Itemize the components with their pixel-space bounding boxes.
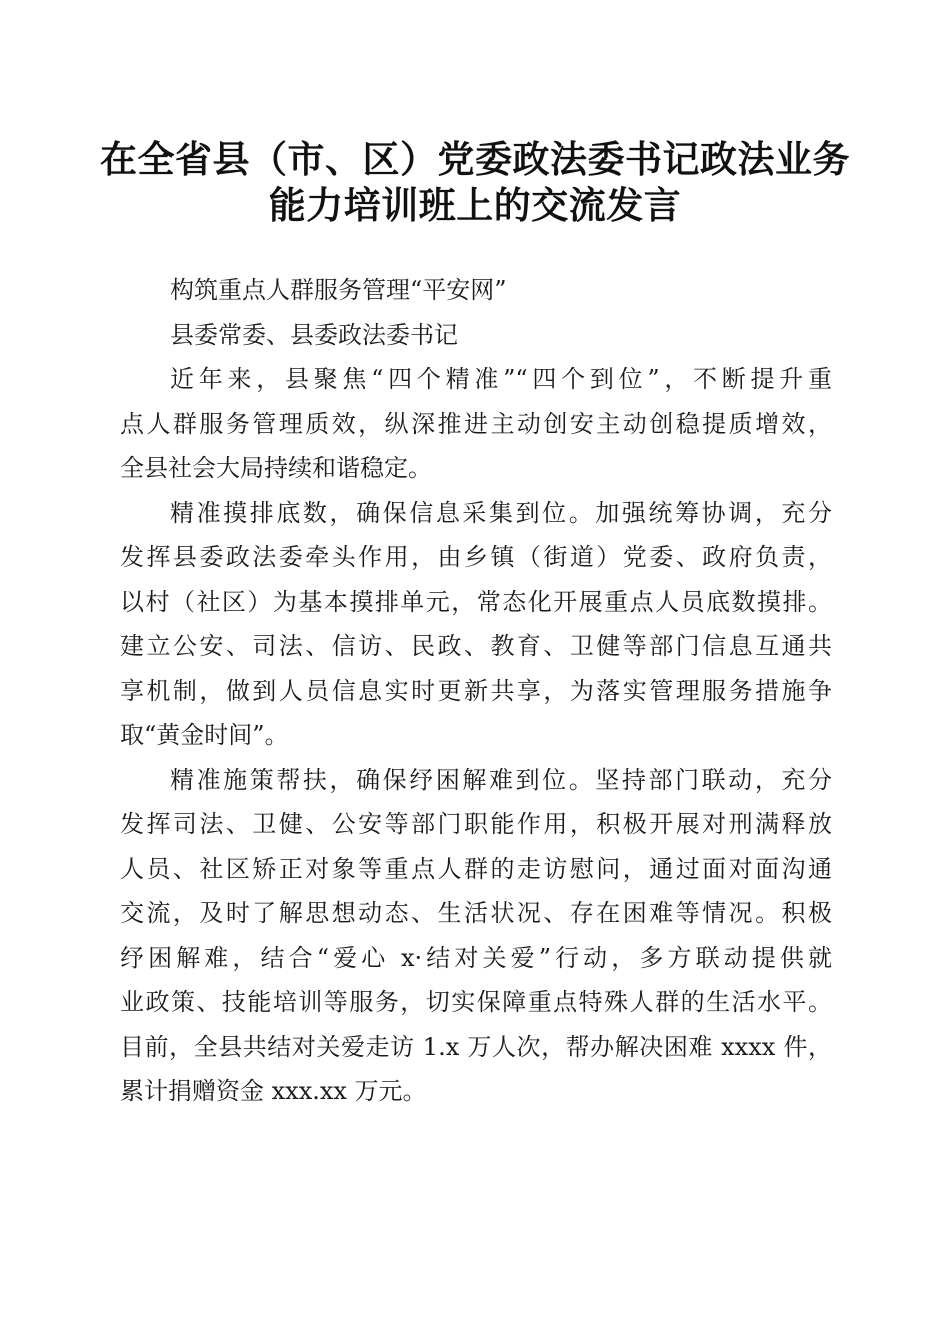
paragraph — [120, 758, 832, 1114]
paragraph-line: 纾困解难，结合“爱心 x·结对关爱”行动，多方联动提供就 — [120, 943, 832, 972]
paragraph-line: 近年来，县聚焦“四个精准”“四个到位”，不断提升重 — [170, 365, 832, 393]
title-line-1: 在全省县（市、区）党委政法委书记政法业务 — [100, 137, 850, 181]
paragraph — [120, 357, 832, 491]
paragraph-line: 发挥司法、卫健、公安等部门职能作用，积极开展对刑满释放 — [120, 810, 832, 838]
paragraph-line: 精准摸排底数，确保信息采集到位。加强统筹协调，充分 — [170, 498, 832, 527]
paragraph-line: 累计捐赠资金 xxx.xx 万元。 — [120, 1077, 427, 1105]
paragraph-line: 全县社会大局持续和谐稳定。 — [120, 454, 432, 482]
paragraph-line: 取“黄金时间”。 — [120, 721, 289, 749]
paragraph-line: 以村（社区）为基本摸排单元，常态化开展重点人员底数摸排。 — [120, 587, 832, 616]
paragraph-line: 业政策、技能培训等服务，切实保障重点特殊人群的生活水平。 — [120, 988, 832, 1016]
paragraph-line: 交流，及时了解思想动态、生活状况、存在困难等情况。积极 — [120, 899, 832, 927]
document-body — [120, 268, 832, 1114]
document-title — [0, 136, 950, 228]
title-line-2: 能力培训班上的交流发言 — [268, 183, 682, 227]
paragraph-line: 建立公安、司法、信访、民政、教育、卫健等部门信息互通共 — [120, 632, 832, 660]
paragraph-line: 发挥县委政法委牵头作用，由乡镇（街道）党委、政府负责， — [120, 543, 832, 571]
subtitle: 构筑重点人群服务管理“平安网” — [170, 276, 507, 304]
paragraph-line: 享机制，做到人员信息实时更新共享，为落实管理服务措施争 — [120, 676, 832, 705]
paragraph-line: 精准施策帮扶，确保纾困解难到位。坚持部门联动，充分 — [170, 765, 832, 794]
author-line: 县委常委、县委政法委书记 — [170, 320, 458, 349]
paragraph-line: 人员、社区矫正对象等重点人群的走访慰问，通过面对面沟通 — [120, 854, 832, 883]
paragraph-line: 目前，全县共结对关爱走访 1.x 万人次，帮办解决困难 xxxx 件， — [120, 1032, 832, 1061]
paragraph — [120, 491, 832, 758]
paragraph-line: 点人群服务管理质效，纵深推进主动创安主动创稳提质增效， — [120, 409, 832, 438]
